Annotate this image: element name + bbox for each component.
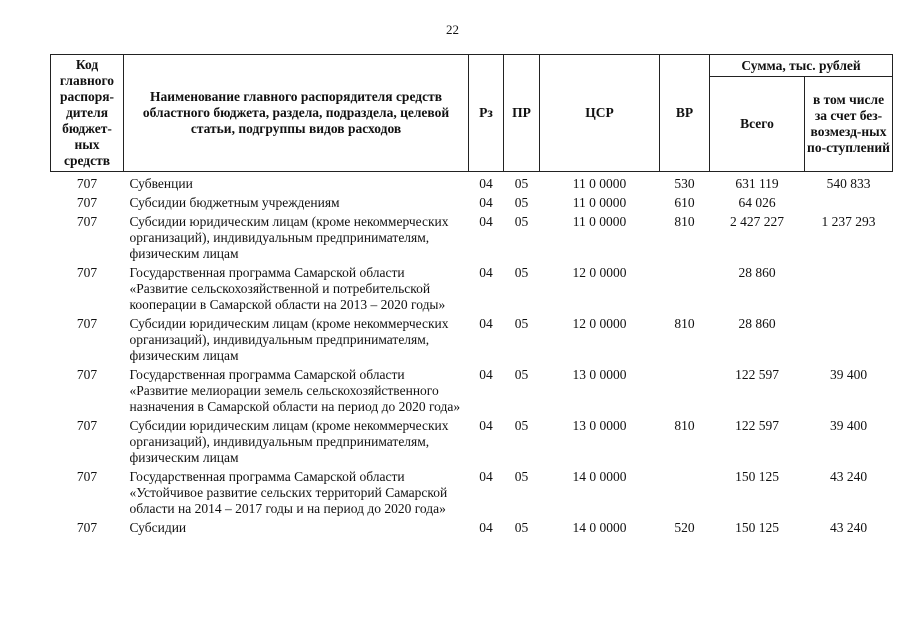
table-row [51,172,893,194]
cell-name: Субвенции [129,176,193,191]
cell-name: Государственная программа Самарской области «Устойчивое развитие сельских территорий Самарской области на 2014 – 2017 годы и на период до 2020 года» [129,469,448,516]
table-row [51,314,893,365]
header-pr: ПР [504,55,540,172]
cell-vr: 610 [674,195,695,210]
cell-name: Субсидии бюджетным учреждениям [129,195,340,210]
cell-vr: 810 [674,214,695,229]
table-row [51,365,893,416]
cell-csr: 13 0 0000 [572,367,627,382]
cell-code: 707 [76,367,98,382]
cell-csr: 13 0 0000 [572,418,627,433]
table-row [51,212,893,263]
cell-csr: 11 0 0000 [572,176,627,191]
cell-vr [660,467,710,518]
header-code: Код главного распоря-дителя бюджет-ных средств [51,55,124,172]
cell-csr: 14 0 0000 [572,469,627,484]
header-sum-group: Сумма, тыс. рублей [710,55,893,77]
cell-total: 64 026 [738,195,776,210]
cell-csr: 12 0 0000 [572,265,627,280]
header-name: Наименование главного распорядителя средств областного бюджета, раздела, подраздела, целевой статьи, подгруппы видов расходов [124,55,469,172]
header-csr: ЦСР [540,55,660,172]
cell-total: 150 125 [735,469,779,484]
cell-incl: 540 833 [826,176,871,191]
cell-incl [805,263,893,314]
cell-incl: 39 400 [829,367,868,382]
cell-name: Государственная программа Самарской области «Развитие мелиорации земель сельскохозяйственного назначения в Самарской области на период до 2020 года» [129,367,461,414]
table-row [51,193,893,212]
table-row [51,263,893,314]
cell-rz: 04 [479,176,493,191]
cell-rz: 04 [479,520,493,535]
cell-vr: 520 [674,520,695,535]
cell-pr: 05 [514,195,529,210]
cell-code: 707 [76,195,98,210]
table-row [51,467,893,518]
cell-total: 28 860 [738,316,776,331]
cell-rz: 04 [479,469,493,484]
cell-csr: 11 0 0000 [572,214,627,229]
cell-name: Государственная программа Самарской области «Развитие сельскохозяйственной и потребительской кооперации в Самарской области на 2013 – 2020 годы» [129,265,446,312]
cell-csr: 11 0 0000 [572,195,627,210]
cell-name: Субсидии [129,520,187,535]
cell-total: 122 597 [735,418,779,433]
cell-code: 707 [76,265,98,280]
cell-code: 707 [76,214,98,229]
table-row [51,518,893,537]
cell-rz: 04 [479,214,493,229]
cell-incl: 43 240 [829,469,868,484]
cell-code: 707 [76,520,98,535]
cell-name: Субсидии юридическим лицам (кроме некоммерческих организаций), индивидуальным предпринимателям, физическим лицам [129,214,449,261]
cell-pr: 05 [514,367,529,382]
cell-incl: 43 240 [829,520,868,535]
budget-table [50,54,893,537]
cell-rz: 04 [479,367,493,382]
cell-name: Субсидии юридическим лицам (кроме некоммерческих организаций), индивидуальным предпринимателям, физическим лицам [129,418,449,465]
cell-pr: 05 [514,176,529,191]
cell-rz: 04 [479,418,493,433]
cell-vr: 530 [674,176,695,191]
cell-code: 707 [76,469,98,484]
cell-pr: 05 [514,418,529,433]
cell-incl: 39 400 [829,418,868,433]
cell-rz: 04 [479,195,493,210]
cell-incl [805,314,893,365]
cell-csr: 12 0 0000 [572,316,627,331]
cell-code: 707 [76,418,98,433]
header-vr: ВР [660,55,710,172]
cell-total: 150 125 [735,520,779,535]
cell-pr: 05 [514,214,529,229]
cell-code: 707 [76,316,98,331]
cell-incl: 1 237 293 [821,214,876,229]
cell-pr: 05 [514,469,529,484]
cell-total: 2 427 227 [730,214,784,229]
cell-vr: 810 [674,316,695,331]
cell-incl [805,193,893,212]
cell-code: 707 [76,176,98,191]
cell-rz: 04 [479,316,493,331]
cell-total: 28 860 [738,265,776,280]
page-number: 22 [446,22,459,37]
cell-pr: 05 [514,520,529,535]
header-total: Всего [710,77,805,172]
cell-vr [660,263,710,314]
cell-pr: 05 [514,316,529,331]
cell-vr [660,365,710,416]
cell-pr: 05 [514,265,529,280]
cell-total: 122 597 [735,367,779,382]
cell-name: Субсидии юридическим лицам (кроме некоммерческих организаций), индивидуальным предпринимателям, физическим лицам [129,316,449,363]
cell-csr: 14 0 0000 [572,520,627,535]
header-incl: в том числе за счет без-возмезд-ных по-ступлений [805,77,893,172]
cell-vr: 810 [674,418,695,433]
cell-total: 631 119 [735,176,779,191]
cell-rz: 04 [479,265,493,280]
header-rz: Рз [469,55,504,172]
table-row [51,416,893,467]
